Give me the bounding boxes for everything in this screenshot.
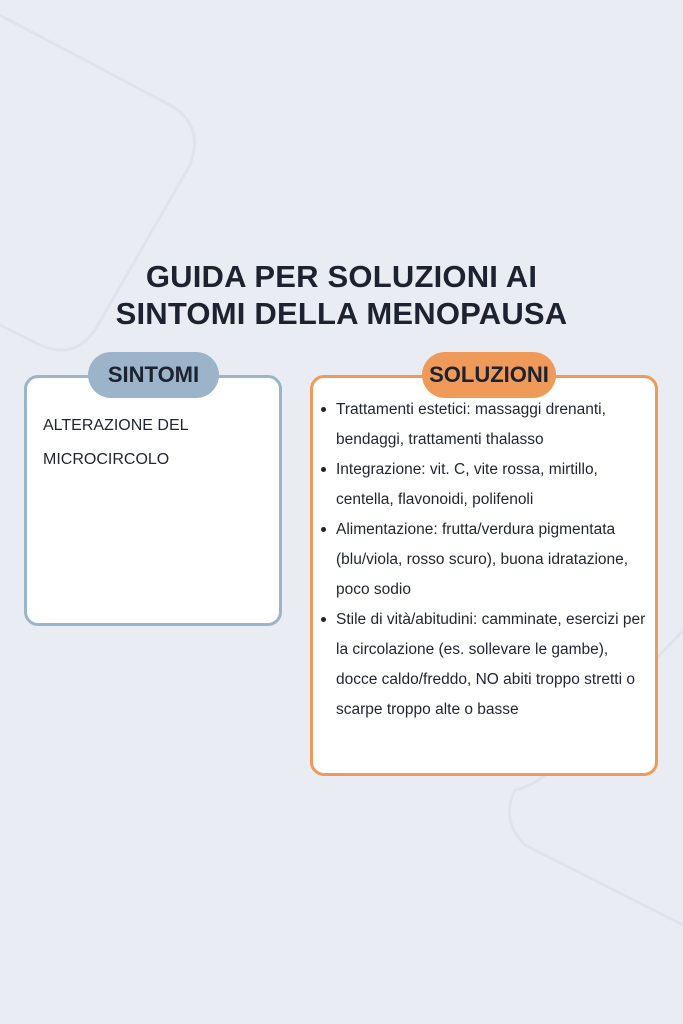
page-title	[0, 258, 683, 332]
title-line-1: GUIDA PER SOLUZIONI AI	[145, 259, 538, 294]
symptoms-label: SINTOMI	[88, 352, 219, 398]
solution-item: Integrazione: vit. C, vite rossa, mirtillo, centella, flavonoidi, polifenoli	[318, 455, 648, 515]
solution-item: Alimentazione: frutta/verdura pigmentata (blu/viola, rosso scuro), buona idratazione, poco sodio	[318, 515, 648, 605]
solution-item: Stile di vità/abitudini: camminate, esercizi per la circolazione (es. sollevare le gambe), docce caldo/freddo, NO abiti troppo stretti o scarpe troppo alte o basse	[318, 605, 648, 725]
solutions-list	[318, 395, 648, 725]
symptom-text: ALTERAZIONE DEL MICROCIRCOLO	[43, 417, 188, 468]
solution-item: Trattamenti estetici: massaggi drenanti, bendaggi, trattamenti thalasso	[318, 395, 648, 455]
title-line-2: SINTOMI DELLA MENOPAUSA	[115, 296, 568, 331]
solutions-label: SOLUZIONI	[422, 352, 556, 398]
